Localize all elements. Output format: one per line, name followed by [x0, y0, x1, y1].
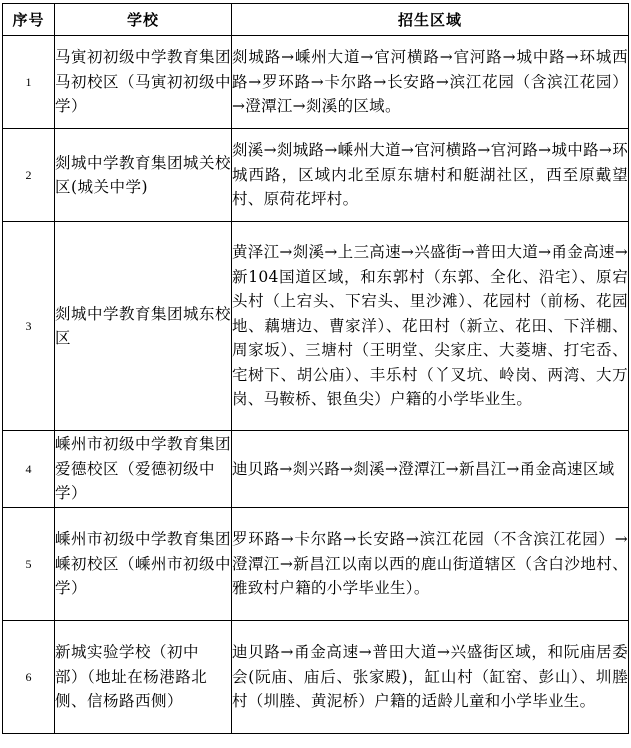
row-zone: 黄泽江→剡溪→上三高速→兴盛街→普田大道→甬金高速→新104国道区域，和东郭村（东郭、全化、沿宅）、原宕头村（上宕头、下宕头、里沙滩）、花园村（前杨、花园地、藕塘边、曹家洋）、花田村（新立、花田、下洋棚、周家坂）、三塘村（王明堂、尖家庄、大菱塘、打宅岙、宅树下、胡公庙）、丰乐村（丫叉坑、岭岗、两湾、大万岗、马鞍桥、银鱼尖）户籍的小学毕业生。 — [232, 222, 629, 431]
row-index: 5 — [3, 508, 55, 621]
table-row — [3, 508, 629, 621]
row-school: 嵊州市初级中学教育集团嵊初校区（嵊州市初级中学） — [55, 508, 232, 621]
row-index: 3 — [3, 222, 55, 431]
row-index: 2 — [3, 129, 55, 222]
row-index: 4 — [3, 431, 55, 508]
table-row — [3, 431, 629, 508]
header-index: 序号 — [3, 4, 55, 36]
row-zone: 迪贝路→剡兴路→剡溪→澄潭江→新昌江→甬金高速区域 — [232, 431, 629, 508]
table-row — [3, 129, 629, 222]
header-zone: 招生区域 — [232, 4, 629, 36]
row-school: 剡城中学教育集团城关校区(城关中学) — [55, 129, 232, 222]
table-header-row — [3, 4, 629, 36]
table-row — [3, 36, 629, 129]
header-school: 学校 — [55, 4, 232, 36]
table-row — [3, 222, 629, 431]
row-index: 6 — [3, 621, 55, 734]
row-zone: 迪贝路→甬金高速→普田大道→兴盛街区域，和阮庙居委会(阮庙、庙后、张家殿)，缸山村（缸窑、彭山）、圳塍村（圳塍、黄泥桥）户籍的适龄儿童和小学毕业生。 — [232, 621, 629, 734]
row-zone: 罗环路→卡尔路→长安路→滨江花园（不含滨江花园）→澄潭江→新昌江以南以西的鹿山街道辖区（含白沙地村、雅致村户籍的小学毕业生）。 — [232, 508, 629, 621]
row-school: 马寅初初级中学教育集团马初校区（马寅初初级中学） — [55, 36, 232, 129]
row-school: 剡城中学教育集团城东校区 — [55, 222, 232, 431]
row-index: 1 — [3, 36, 55, 129]
row-zone: 剡城路→嵊州大道→官河横路→官河路→城中路→环城西路→罗环路→卡尔路→长安路→滨江花园（含滨江花园）→澄潭江→剡溪的区域。 — [232, 36, 629, 129]
row-school: 嵊州市初级中学教育集团爱德校区（爱德初级中学） — [55, 431, 232, 508]
enrollment-zone-table — [2, 3, 629, 734]
table-row — [3, 621, 629, 734]
row-zone: 剡溪→剡城路→嵊州大道→官河横路→官河路→城中路→环城西路，区域内北至原东塘村和艇湖社区，西至原戴望村、原荷花坪村。 — [232, 129, 629, 222]
row-school: 新城实验学校（初中部）（地址在杨港路北侧、信杨路西侧） — [55, 621, 232, 734]
